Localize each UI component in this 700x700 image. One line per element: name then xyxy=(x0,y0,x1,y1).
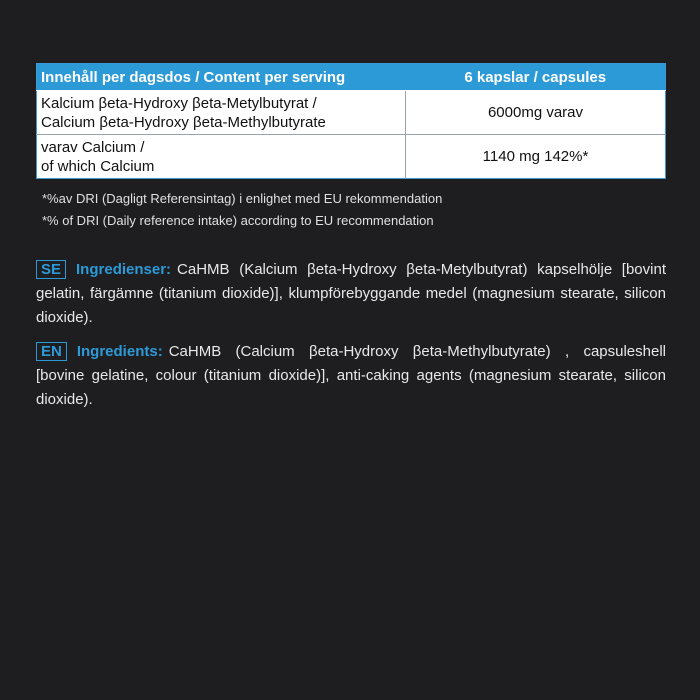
lang-badge-en: EN xyxy=(36,342,67,361)
ingredients-text-en: CaHMB (Calcium βeta-Hydroxy βeta-Methylbutyrate) , capsuleshell [bovine gelatine, colour (titanium dioxide)], anti-caking agents (magnesium stearate, silicon dioxide). xyxy=(36,343,666,408)
row-value-cell: 6000mg varav xyxy=(406,91,666,135)
ingredients-se xyxy=(36,258,666,330)
table-header-row xyxy=(37,64,666,91)
row-name-line: Kalcium βeta-Hydroxy βeta-Metylbutyrat / xyxy=(41,95,317,112)
row-name-cell xyxy=(37,91,406,135)
footnote-se: *%av DRI (Dagligt Referensintag) i enlighet med EU rekommendation xyxy=(42,191,443,206)
ingredients-text-se: CaHMB (Kalcium βeta-Hydroxy βeta-Metylbutyrat) kapselhölje [bovint gelatin, färgämne (titanium dioxide)], klumpförebyggande medel (magnesium stearate, silicon dioxide). xyxy=(36,261,666,326)
ingredients-en xyxy=(36,340,666,412)
row-name-cell xyxy=(37,135,406,179)
table-header-serving: 6 kapslar / capsules xyxy=(406,64,666,91)
dri-footnotes xyxy=(42,188,442,232)
table-row xyxy=(37,135,666,179)
row-name-line: Calcium βeta-Hydroxy βeta-Methylbutyrate xyxy=(41,114,326,131)
row-name-line: of which Calcium xyxy=(41,158,155,175)
nutrition-table xyxy=(36,63,666,179)
table-header-content: Innehåll per dagsdos / Content per serving xyxy=(37,64,406,91)
lang-badge-se: SE xyxy=(36,260,66,279)
row-name-line: varav Calcium / xyxy=(41,139,145,156)
ingredients-label-en: Ingredients: xyxy=(76,343,163,360)
row-value-cell: 1140 mg 142%* xyxy=(406,135,666,179)
footnote-en: *% of DRI (Daily reference intake) according to EU recommendation xyxy=(42,213,434,228)
table-row xyxy=(37,91,666,135)
ingredients-label-se: Ingredienser: xyxy=(76,261,172,278)
